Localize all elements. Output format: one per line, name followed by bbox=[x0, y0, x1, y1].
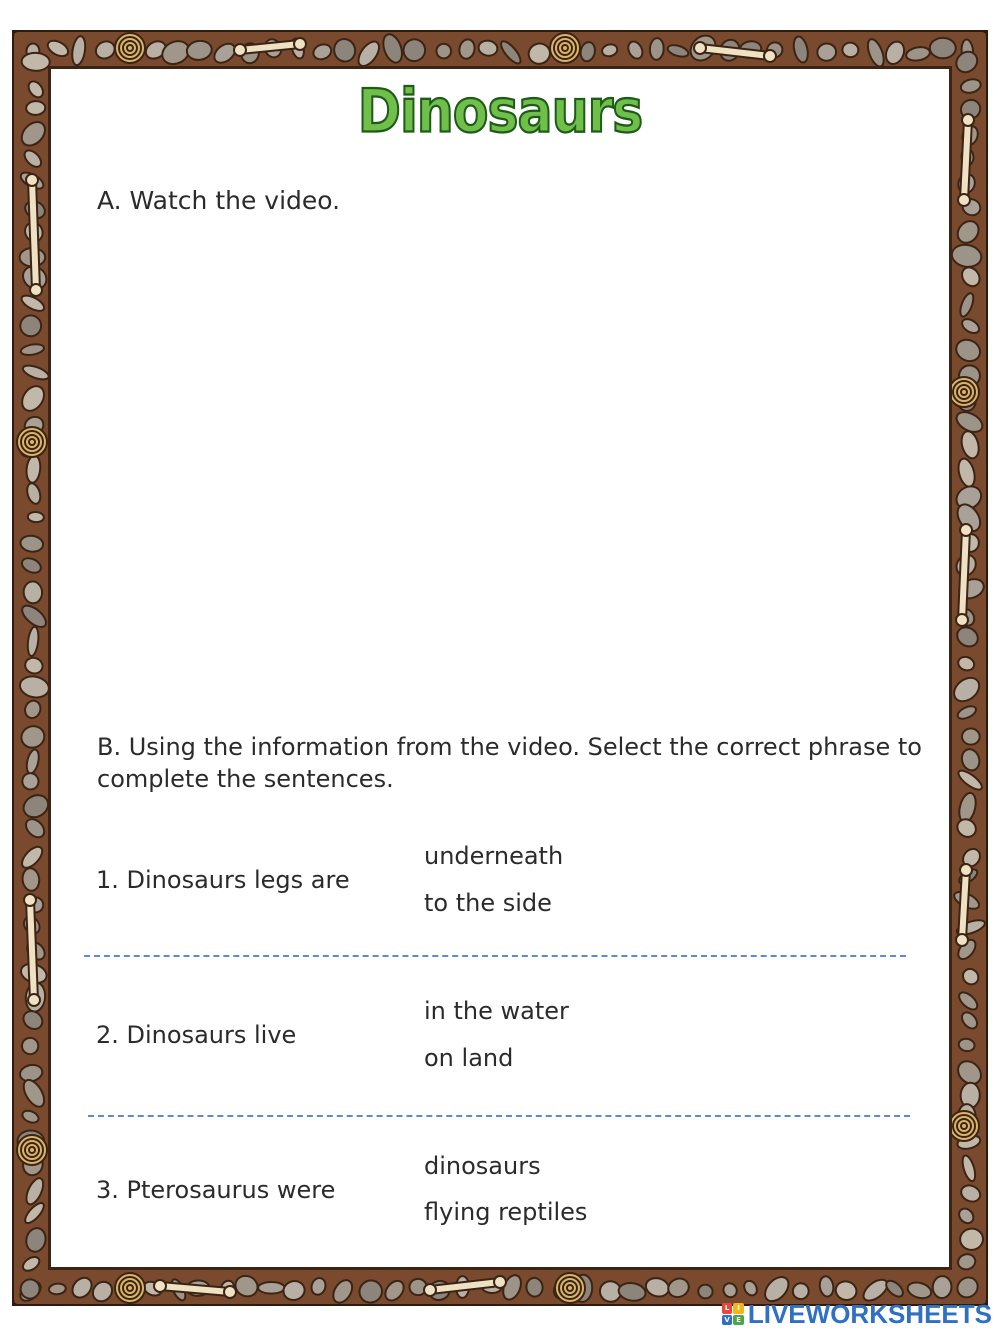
question-2: 2. Dinosaurs live bbox=[96, 1021, 297, 1049]
liveworksheets-logo[interactable] bbox=[722, 1300, 992, 1328]
question-1: 1. Dinosaurs legs are bbox=[96, 866, 350, 894]
question-3: 3. Pterosaurus were bbox=[96, 1176, 336, 1204]
q2-option-in-the-water[interactable]: in the water bbox=[424, 997, 569, 1025]
logo-badge-icon bbox=[722, 1303, 744, 1325]
q3-option-dinosaurs[interactable]: dinosaurs bbox=[424, 1152, 541, 1180]
q1-option-underneath[interactable]: underneath bbox=[424, 842, 564, 870]
worksheet-area bbox=[48, 66, 952, 1270]
badge-letter: V bbox=[722, 1315, 733, 1326]
q2-option-on-land[interactable]: on land bbox=[424, 1044, 514, 1072]
section-a-instruction: A. Watch the video. bbox=[97, 186, 341, 215]
section-b-instruction: B. Using the information from the video. Select the correct phrase to complete the sentences. bbox=[97, 733, 922, 793]
brand-name: LIVEWORKSHEETS bbox=[747, 1298, 992, 1329]
badge-letter: L bbox=[722, 1303, 733, 1314]
q3-option-flying-reptiles[interactable]: flying reptiles bbox=[424, 1198, 588, 1226]
badge-letter: I bbox=[733, 1303, 744, 1314]
q1-option-to-the-side[interactable]: to the side bbox=[424, 889, 552, 917]
page-title: Dinosaurs bbox=[357, 77, 643, 147]
badge-letter: E bbox=[733, 1315, 744, 1326]
divider-2 bbox=[88, 1115, 910, 1117]
divider-1 bbox=[84, 955, 906, 957]
